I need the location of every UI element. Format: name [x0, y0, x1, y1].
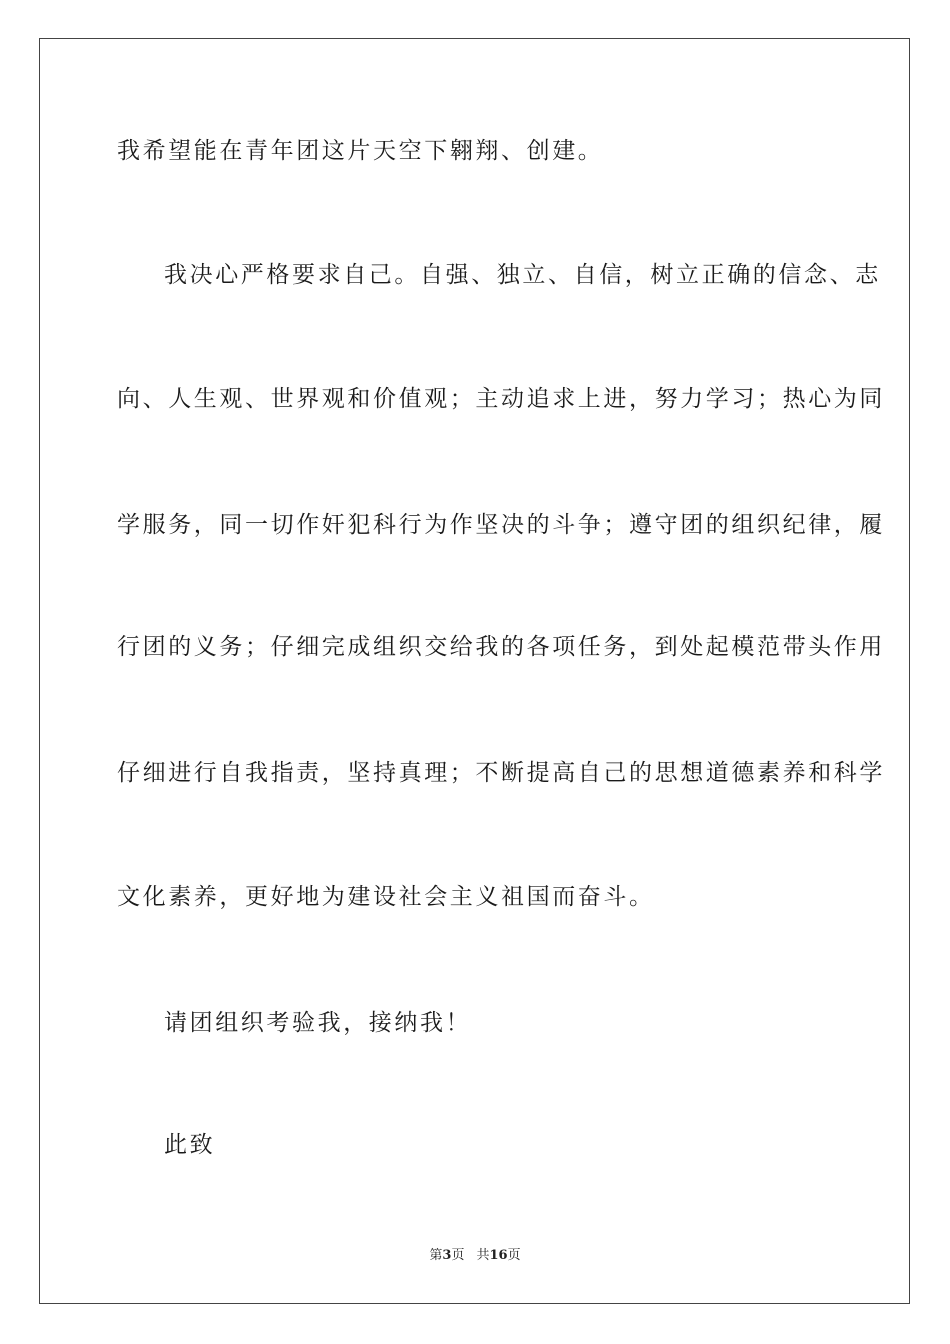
total-pages: 16 — [489, 1248, 508, 1263]
page-number: 3 — [442, 1248, 452, 1263]
text-line-1: 我希望能在青年团这片天空下翱翔、创建。 — [117, 138, 604, 164]
text-line-5: 行团的义务；仔细完成组织交给我的各项任务，到处起模范带头作用 — [117, 634, 885, 660]
text-line-4: 学服务，同一切作奸犯科行为作坚决的斗争；遵守团的组织纪律，履 — [117, 512, 885, 538]
text-line-7: 文化素养，更好地为建设社会主义祖国而奋斗。 — [117, 884, 655, 910]
text-line-3: 向、人生观、世界观和价值观；主动追求上进，努力学习；热心为同 — [117, 386, 885, 412]
page-suffix: 页 — [451, 1248, 465, 1263]
page-border — [39, 38, 910, 1304]
page-prefix: 第 — [429, 1248, 443, 1263]
text-line-9: 此致 — [164, 1132, 216, 1158]
total-suffix: 页 — [507, 1248, 521, 1263]
page-footer — [0, 1247, 950, 1265]
text-line-8: 请团组织考验我，接纳我！ — [164, 1010, 472, 1036]
total-prefix: 共 — [476, 1248, 490, 1263]
text-line-2: 我决心严格要求自己。自强、独立、自信，树立正确的信念、志 — [164, 262, 881, 288]
text-line-6: 仔细进行自我指责，坚持真理；不断提高自己的思想道德素养和科学 — [117, 760, 885, 786]
